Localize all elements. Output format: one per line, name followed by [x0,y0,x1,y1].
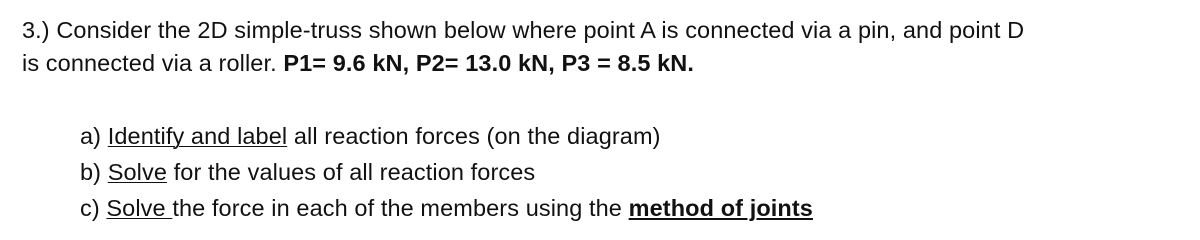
task-b-text: for the values of all reaction forces [167,159,536,185]
task-list [80,118,813,226]
method-of-joints-emphasis: method of joints [628,195,813,221]
task-c-emphasis: Solve [106,195,173,221]
task-a [80,118,813,154]
task-c [80,190,813,226]
task-a-text: all reaction forces (on the diagram) [287,123,661,149]
task-b [80,154,813,190]
task-a-emphasis: Identify and label [107,123,288,149]
task-a-prefix: a) [80,123,108,149]
task-c-text: the force in each of the members using the [172,195,629,221]
task-b-prefix: b) [80,159,108,185]
task-c-prefix: c) [80,195,107,221]
problem-line-1: 3.) Consider the 2D simple-truss shown below where point A is connected via a pin, and point D [22,17,1025,43]
problem-statement [22,14,1192,80]
problem-line-2-text: is connected via a roller. [22,50,284,76]
task-b-emphasis: Solve [107,159,168,185]
given-loads: P1= 9.6 kN, P2= 13.0 kN, P3 = 8.5 kN. [283,50,694,76]
problem-line-2 [22,47,1192,80]
